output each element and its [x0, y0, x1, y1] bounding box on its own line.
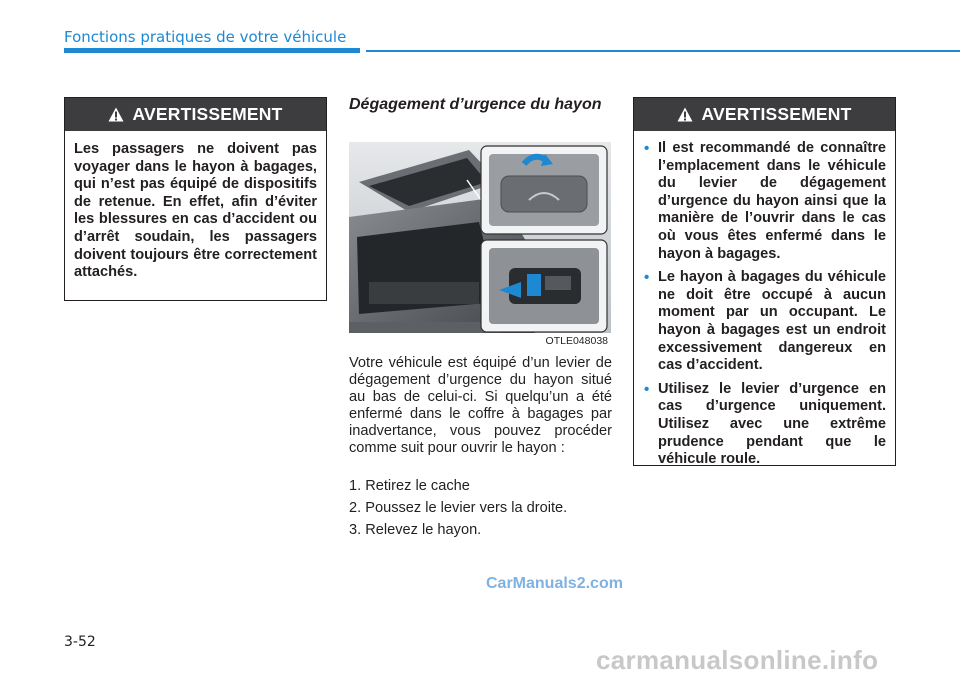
- header-rule: [366, 50, 960, 52]
- warning-title: AVERTISSEMENT: [701, 104, 852, 124]
- warning-list-item: • Il est recommandé de connaître l’emplacement dans le véhicule du levier de dégagement d’urgence du hayon ainsi que la manière de l’ouvrir dans le cas où vous êtes enfermé dans le hayon à bagages.: [643, 140, 886, 263]
- watermark-carmanualsonline[interactable]: carmanualsonline.info: [596, 645, 879, 675]
- warning-list-item: • Utilisez le levier d’urgence en cas d’urgence uniquement. Utilisez avec une extrême prudence pendant que le véhicule roule.: [643, 381, 886, 469]
- page-number: 3-52: [64, 634, 96, 650]
- warning-text: Les passagers ne doivent pas voyager dans le hayon à bagages, qui n’est pas équipé de dispositifs de retenue. En effet, afin d’éviter les blessures en cas d’accident ou d’arrêt soudain, les passagers doivent toujours être correctement attachés.: [74, 141, 317, 281]
- section-paragraph: Votre véhicule est équipé d’un levier de dégagement d’urgence du hayon situé au bas de celui-ci. Si quelqu’un a été enfermé dans le coffre à bagages par inadvertance, vous pouvez procéder comme suit pour ouvrir le hayon :: [349, 355, 612, 456]
- warning-triangle-icon: [108, 107, 124, 122]
- warning-header: [634, 98, 895, 131]
- warning-list-item: • Le hayon à bagages du véhicule ne doit être occupé à aucun moment par un occupant. Le hayon à bagages est un endroit excessivement dangereux en cas d’accident.: [643, 269, 886, 375]
- warning-list: [634, 131, 895, 469]
- warning-triangle-icon: [677, 107, 693, 122]
- step-item: 1. Retirez le cache: [349, 478, 470, 494]
- tailgate-release-illustration: [349, 142, 611, 350]
- step-item: 2. Poussez le levier vers la droite.: [349, 500, 568, 516]
- watermark-carmanuals[interactable]: CarManuals2.com: [486, 575, 623, 592]
- warning-header: [65, 98, 326, 131]
- warning-box-left: [64, 97, 327, 301]
- step-item: 3. Relevez le hayon.: [349, 522, 482, 538]
- figure-code: OTLE048038: [545, 335, 608, 347]
- figure-caption: [349, 333, 611, 350]
- section-heading: Dégagement d’urgence du hayon: [349, 96, 602, 113]
- warning-box-right: [633, 97, 896, 466]
- warning-title: AVERTISSEMENT: [132, 104, 283, 124]
- section-header-title: Fonctions pratiques de votre véhicule: [64, 28, 347, 46]
- steps-list: [349, 478, 612, 544]
- header-accent-bar: [64, 48, 360, 53]
